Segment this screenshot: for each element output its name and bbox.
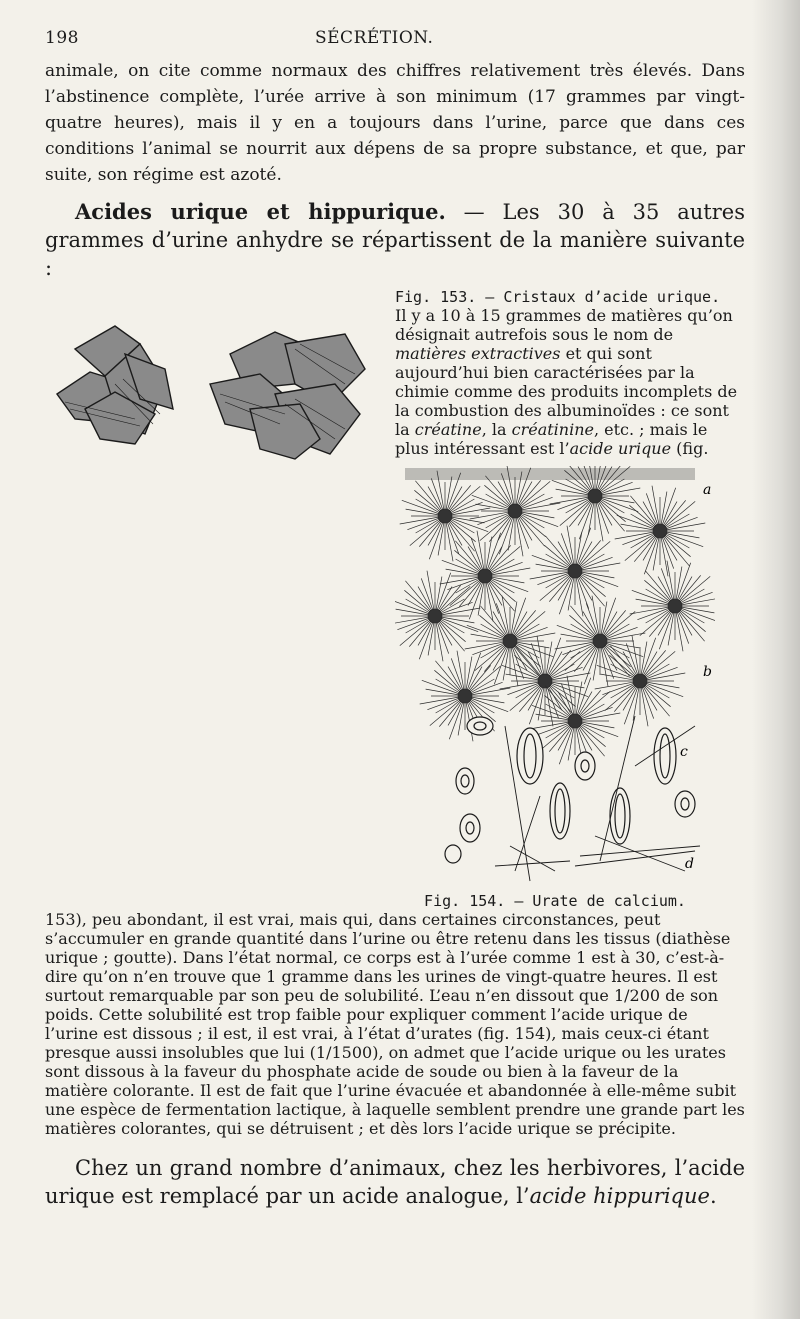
page-number: 198 <box>45 28 79 48</box>
label-d: d <box>685 856 694 872</box>
uric-acid-crystals-illustration <box>45 314 385 464</box>
term-matieres-extractives: matières extractives <box>395 344 561 363</box>
fig-153-caption: Fig. 153. — Cristaux d’acide urique. <box>395 288 721 306</box>
page-header <box>45 28 745 58</box>
term-creatine: créatine <box>414 420 482 439</box>
label-c: c <box>680 744 688 760</box>
section-heading: Acides urique et hippurique. <box>75 199 446 224</box>
paragraph-2 <box>45 198 745 282</box>
label-a: a <box>703 482 712 498</box>
term-acide-urique: acide urique <box>569 439 672 458</box>
fig-154 <box>395 466 715 910</box>
fig-154-caption: Fig. 154. — Urate de calcium. <box>424 892 686 910</box>
running-title: SÉCRÉTION. <box>315 28 434 48</box>
paragraph-3-text-3: , la <box>481 420 512 439</box>
book-page <box>45 28 745 1210</box>
paragraph-4-text-2: . <box>709 1184 717 1208</box>
calcium-urate-illustration <box>395 466 715 886</box>
term-creatinine: créatinine <box>511 420 594 439</box>
fig-153 <box>45 314 385 464</box>
paragraph-2-text: — Les 30 à 35 autres grammes d’urine anhydre se répartissent de la manière suivante : <box>45 200 745 280</box>
paragraph-3-text-2: et qui sont aujourd’hui bien caractérisées par la chimie comme des produits incomplets de la combustion des albuminoïdes : ce sont la <box>395 344 738 439</box>
paragraph-3-text-5: (fig. 153), peu abondant, il est vrai, mais qui, dans certaines circonstances, peut s’accumuler en grande quantité dans l’urine ou être retenu dans les tissus (diathèse urique ; goutte). Dans l’état normal, ce corps est à l’urée comme 1 est à 30, c’est-à-dire qu’on n’en trouve que 1 gramme dans les urines de vingt-quatre heures. Il est surtout remarquable par son peu de solubilité. L’eau n’en dissout que 1/200 de son poids. Cette solubilité est trop faible pour expliquer comment l’acide urique de l’urine est dissous ; il est, il est vrai, à l’état d’urates (fig. 154), mais ceux-ci étant presque aussi insolubles que lui (1/1500), on admet que l’acide urique ou les urates sont dissous à la faveur du phosphate acide de soude ou bien à la faveur de la matière colorante. Il est de fait que l’urine évacuée et abandonnée à elle-même subit une espèce de fermentation lactique, à laquelle semblent prendre une grande part les matières colorantes, qui se détruisent ; et dès lors l’acide urique se précipite. <box>45 439 745 1138</box>
label-b: b <box>703 664 712 680</box>
paragraph-3-text-1: Il y a 10 à 15 grammes de matières qu’on désignait autrefois sous le nom de <box>395 306 733 344</box>
paragraph-3-text-4: , etc. ; mais le plus intéressant est l’ <box>395 420 708 458</box>
paragraph-4 <box>45 1154 745 1210</box>
paragraph-1: animale, on cite comme normaux des chiffres relativement très élevés. Dans l’abstinence complète, l’urée arrive à son minimum (17 grammes par vingt-quatre heures), mais il y en a toujours dans l’urine, parce que dans ces conditions l’animal se nourrit aux dépens de sa propre substance, et que, par suite, son régime est azoté. <box>45 61 745 185</box>
page-edge-shadow <box>752 0 800 1319</box>
paragraph-4-text-1: Chez un grand nombre d’animaux, chez les herbivores, l’acide urique est remplacé par un acide analogue, l’ <box>45 1156 745 1208</box>
term-acide-hippurique: acide hippurique <box>529 1184 710 1208</box>
